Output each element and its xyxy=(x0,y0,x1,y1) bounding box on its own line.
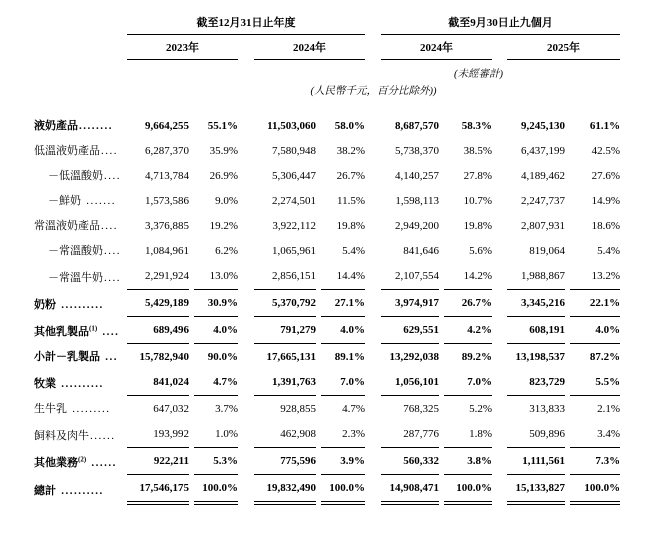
column-spacer xyxy=(365,448,381,475)
header-spacer xyxy=(34,14,127,35)
cell-value: 2,949,200 xyxy=(395,220,440,232)
cell-percent: 2.3% xyxy=(321,421,365,448)
cell-percent: 3.7% xyxy=(215,403,238,415)
cell-percent: 5.6% xyxy=(469,245,493,257)
cell-value: 1,573,586 xyxy=(145,195,189,207)
table-row xyxy=(34,396,620,422)
table-row xyxy=(34,238,620,263)
cell-value: 1,598,113 xyxy=(395,195,440,207)
cell-percent: 100.0% xyxy=(444,475,492,504)
table-row xyxy=(34,263,620,290)
cell-percent: 19.2% xyxy=(209,220,238,232)
cell-value: 775,596 xyxy=(254,448,316,475)
column-spacer xyxy=(492,263,507,290)
row-label-text: －常溫牛奶 xyxy=(48,271,103,284)
cell-value: 13,198,537 xyxy=(515,351,566,363)
row-label xyxy=(34,475,122,504)
column-spacer xyxy=(492,396,507,422)
cell-value: 17,665,131 xyxy=(266,351,316,363)
cell-percent: 4.7% xyxy=(194,369,238,396)
dot-leader: .......... xyxy=(57,298,104,311)
column-spacer xyxy=(492,448,507,475)
row-label xyxy=(34,138,122,163)
column-spacer xyxy=(238,213,254,238)
dot-leader: ... xyxy=(101,351,118,363)
cell-value: 7,580,948 xyxy=(272,145,316,157)
cell-percent: 27.1% xyxy=(321,290,365,317)
cell-percent: 10.7% xyxy=(463,195,493,207)
cell-value: 819,064 xyxy=(529,245,566,257)
cell-percent: 3.4% xyxy=(570,421,620,448)
cell-percent: 13.2% xyxy=(570,263,620,290)
cell-value: 8,687,570 xyxy=(395,120,440,132)
column-spacer xyxy=(238,263,254,290)
cell-percent: 1.0% xyxy=(194,421,238,448)
column-spacer xyxy=(238,448,254,475)
year-header-2023: 2023年 xyxy=(127,35,238,60)
table-row xyxy=(34,344,620,370)
year-header-2024-nine-months: 2024年 xyxy=(381,35,492,60)
column-spacer xyxy=(365,290,381,317)
cell-percent: 1.8% xyxy=(444,421,492,448)
period-header-nine-months: 截至9月30日止九個月 xyxy=(381,14,620,35)
cell-percent: 5.5% xyxy=(570,369,620,396)
table-row xyxy=(34,475,620,504)
dot-leader: .... xyxy=(104,170,121,182)
cell-value: 6,287,370 xyxy=(145,145,189,157)
column-spacer xyxy=(365,238,381,263)
cell-percent: 61.1% xyxy=(589,120,621,132)
column-spacer xyxy=(492,138,507,163)
revenue-breakdown-table xyxy=(34,14,620,505)
column-spacer xyxy=(365,188,381,213)
column-spacer xyxy=(238,344,254,370)
cell-percent: 26.7% xyxy=(336,170,366,182)
table-row xyxy=(34,213,620,238)
footnote-ref: (1) xyxy=(89,323,98,332)
column-spacer xyxy=(365,213,381,238)
header-spacer xyxy=(34,60,381,83)
dot-leader: ...... xyxy=(90,429,116,442)
column-spacer xyxy=(365,163,381,188)
cell-percent: 7.0% xyxy=(321,369,365,396)
row-label-text: －低溫酸奶 xyxy=(48,170,103,182)
cell-value: 4,713,784 xyxy=(145,170,189,182)
cell-value: 4,189,462 xyxy=(521,170,566,182)
cell-percent: 14.9% xyxy=(591,195,621,207)
column-spacer xyxy=(365,421,381,448)
cell-value: 193,992 xyxy=(127,421,189,448)
row-label xyxy=(34,109,122,138)
column-spacer xyxy=(238,290,254,317)
cell-value: 791,279 xyxy=(254,317,316,344)
dot-leader: .... xyxy=(104,271,121,284)
cell-percent: 9.0% xyxy=(215,195,238,207)
row-label xyxy=(34,448,122,475)
row-label xyxy=(34,317,122,344)
cell-value: 3,922,112 xyxy=(272,220,316,232)
cell-percent: 27.8% xyxy=(463,170,493,182)
cell-value: 922,211 xyxy=(127,448,189,475)
footnote-ref: (2) xyxy=(78,454,87,463)
column-spacer xyxy=(238,188,254,213)
column-spacer xyxy=(492,344,507,370)
year-header-2024: 2024年 xyxy=(254,35,365,60)
header-spacer xyxy=(365,35,381,60)
row-label xyxy=(34,290,122,317)
cell-value: 5,429,189 xyxy=(127,290,189,317)
table-row xyxy=(34,109,620,138)
cell-percent: 5.4% xyxy=(342,245,366,257)
row-label xyxy=(34,238,122,263)
cell-value: 13,292,038 xyxy=(389,351,440,363)
column-spacer xyxy=(492,188,507,213)
unaudited-note: (未經審計) xyxy=(454,69,504,80)
column-spacer xyxy=(365,109,381,138)
cell-percent: 7.3% xyxy=(570,448,620,475)
row-label-text: 其他業務 xyxy=(34,456,78,469)
cell-percent: 5.3% xyxy=(194,448,238,475)
cell-percent: 6.2% xyxy=(215,245,238,257)
cell-percent: 87.2% xyxy=(589,351,621,363)
cell-percent: 4.2% xyxy=(444,317,492,344)
cell-value: 823,729 xyxy=(507,369,565,396)
cell-percent: 4.7% xyxy=(342,403,366,415)
row-label xyxy=(34,369,122,396)
cell-percent: 58.3% xyxy=(461,120,493,132)
column-spacer xyxy=(238,138,254,163)
cell-value: 2,274,501 xyxy=(272,195,316,207)
cell-value: 841,646 xyxy=(403,245,440,257)
cell-percent: 11.5% xyxy=(337,195,366,207)
cell-percent: 19.8% xyxy=(463,220,493,232)
header-spacer xyxy=(492,35,507,60)
column-spacer xyxy=(492,109,507,138)
cell-percent: 89.2% xyxy=(461,351,493,363)
table-row xyxy=(34,421,620,448)
cell-percent: 7.0% xyxy=(444,369,492,396)
cell-value: 608,191 xyxy=(507,317,565,344)
table-row xyxy=(34,369,620,396)
cell-value: 15,133,827 xyxy=(507,475,565,504)
dot-leader: ...... xyxy=(87,456,117,469)
cell-value: 462,908 xyxy=(254,421,316,448)
cell-percent: 89.1% xyxy=(334,351,366,363)
cell-percent: 35.9% xyxy=(209,145,238,157)
cell-value: 3,376,885 xyxy=(145,220,189,232)
cell-percent: 90.0% xyxy=(207,351,238,363)
dot-leader: .... xyxy=(98,325,120,338)
cell-percent: 13.0% xyxy=(194,263,238,290)
cell-percent: 19.8% xyxy=(336,220,366,232)
table-row xyxy=(34,448,620,475)
cell-percent: 55.1% xyxy=(207,120,238,132)
cell-value: 928,855 xyxy=(280,403,316,415)
row-label-text: 低溫液奶產品 xyxy=(34,145,100,157)
column-spacer xyxy=(492,421,507,448)
column-spacer xyxy=(492,475,507,504)
column-spacer xyxy=(492,290,507,317)
cell-value: 19,832,490 xyxy=(254,475,316,504)
row-label xyxy=(34,396,122,422)
cell-value: 1,988,867 xyxy=(507,263,565,290)
unaudited-row xyxy=(34,60,620,83)
table-row xyxy=(34,188,620,213)
revenue-table-container xyxy=(34,14,650,505)
dot-leader: .... xyxy=(104,245,121,257)
column-spacer xyxy=(238,109,254,138)
column-spacer xyxy=(238,317,254,344)
cell-value: 4,140,257 xyxy=(395,170,440,182)
column-spacer xyxy=(492,317,507,344)
cell-percent: 22.1% xyxy=(570,290,620,317)
cell-value: 2,807,931 xyxy=(521,220,566,232)
cell-value: 1,056,101 xyxy=(381,369,439,396)
cell-value: 17,546,175 xyxy=(127,475,189,504)
row-label xyxy=(34,263,122,290)
cell-value: 1,065,961 xyxy=(272,245,316,257)
header-spacer xyxy=(34,35,127,60)
column-spacer xyxy=(365,396,381,422)
table-row xyxy=(34,163,620,188)
cell-value: 2,107,554 xyxy=(381,263,439,290)
column-spacer xyxy=(365,263,381,290)
cell-value: 1,391,763 xyxy=(254,369,316,396)
table-row xyxy=(34,290,620,317)
table-body xyxy=(34,109,620,503)
cell-percent: 4.0% xyxy=(570,317,620,344)
cell-percent: 27.6% xyxy=(591,170,621,182)
cell-percent: 100.0% xyxy=(194,475,238,504)
header-spacer xyxy=(365,14,381,35)
column-spacer xyxy=(365,138,381,163)
cell-percent: 38.5% xyxy=(463,145,493,157)
cell-percent: 5.4% xyxy=(597,245,621,257)
column-spacer xyxy=(492,369,507,396)
cell-percent: 30.9% xyxy=(194,290,238,317)
column-spacer xyxy=(365,317,381,344)
cell-value: 11,503,060 xyxy=(267,120,316,132)
period-header-row xyxy=(34,14,620,35)
cell-value: 3,345,216 xyxy=(507,290,565,317)
column-spacer xyxy=(238,369,254,396)
cell-value: 15,782,940 xyxy=(139,351,189,363)
cell-value: 6,437,199 xyxy=(521,145,566,157)
cell-value: 647,032 xyxy=(153,403,189,415)
cell-percent: 14.2% xyxy=(444,263,492,290)
column-spacer xyxy=(238,475,254,504)
dot-leader: ........ xyxy=(79,120,113,132)
column-spacer xyxy=(238,238,254,263)
cell-value: 2,291,924 xyxy=(127,263,189,290)
cell-percent: 14.4% xyxy=(321,263,365,290)
cell-value: 9,245,130 xyxy=(521,120,566,132)
row-label-text: 生牛乳 xyxy=(34,403,67,415)
table-row xyxy=(34,138,620,163)
units-note: (人民幣千元，百分比除外)) xyxy=(310,86,437,97)
cell-percent: 26.9% xyxy=(209,170,238,182)
column-spacer xyxy=(492,163,507,188)
column-spacer xyxy=(238,421,254,448)
cell-value: 509,896 xyxy=(507,421,565,448)
cell-percent: 42.5% xyxy=(591,145,621,157)
cell-value: 3,974,917 xyxy=(381,290,439,317)
period-header-annual: 截至12月31日止年度 xyxy=(127,14,365,35)
table-header xyxy=(34,14,620,109)
table-row xyxy=(34,317,620,344)
row-label-text: －常溫酸奶 xyxy=(48,245,103,257)
cell-percent: 5.2% xyxy=(469,403,493,415)
column-spacer xyxy=(492,238,507,263)
dot-leader: .... xyxy=(101,220,118,232)
page xyxy=(0,14,650,536)
cell-value: 1,084,961 xyxy=(145,245,189,257)
units-row xyxy=(34,82,620,109)
row-label-text: 牧業 xyxy=(34,377,56,390)
cell-percent: 2.1% xyxy=(597,403,621,415)
cell-percent: 100.0% xyxy=(570,475,620,504)
row-label-text: 飼料及肉牛 xyxy=(34,429,89,442)
cell-value: 768,325 xyxy=(403,403,440,415)
header-spacer xyxy=(238,35,254,60)
cell-value: 689,496 xyxy=(127,317,189,344)
cell-value: 5,738,370 xyxy=(395,145,440,157)
row-label xyxy=(34,188,122,213)
cell-percent: 4.0% xyxy=(321,317,365,344)
row-label-text: 奶粉 xyxy=(34,298,56,311)
row-label-text: 液奶產品 xyxy=(34,120,78,132)
cell-percent: 38.2% xyxy=(336,145,366,157)
column-spacer xyxy=(238,163,254,188)
cell-percent: 18.6% xyxy=(591,220,621,232)
dot-leader: .......... xyxy=(57,377,104,390)
dot-leader: ......... xyxy=(68,403,111,415)
cell-percent: 26.7% xyxy=(444,290,492,317)
cell-value: 5,370,792 xyxy=(254,290,316,317)
cell-value: 9,664,255 xyxy=(145,120,189,132)
dot-leader: ....... xyxy=(82,195,116,207)
row-label-text: 常溫液奶產品 xyxy=(34,220,100,232)
year-header-row xyxy=(34,35,620,60)
column-spacer xyxy=(365,344,381,370)
cell-value: 14,908,471 xyxy=(381,475,439,504)
column-spacer xyxy=(238,396,254,422)
dot-leader: .......... xyxy=(57,485,104,497)
row-label-text: －鮮奶 xyxy=(48,195,81,207)
row-label xyxy=(34,344,122,370)
column-spacer xyxy=(492,213,507,238)
cell-value: 313,833 xyxy=(529,403,566,415)
column-spacer xyxy=(365,369,381,396)
header-spacer xyxy=(34,82,127,109)
row-label-text: 總計 xyxy=(34,485,56,497)
cell-percent: 58.0% xyxy=(334,120,366,132)
row-label xyxy=(34,421,122,448)
cell-value: 1,111,561 xyxy=(507,448,565,475)
dot-leader: .... xyxy=(101,145,118,157)
cell-value: 2,247,737 xyxy=(521,195,566,207)
cell-percent: 100.0% xyxy=(321,475,365,504)
row-label xyxy=(34,163,122,188)
cell-value: 5,306,447 xyxy=(272,170,316,182)
year-header-2025: 2025年 xyxy=(507,35,620,60)
cell-value: 560,332 xyxy=(381,448,439,475)
cell-value: 629,551 xyxy=(381,317,439,344)
cell-percent: 3.8% xyxy=(444,448,492,475)
cell-value: 287,776 xyxy=(381,421,439,448)
cell-percent: 4.0% xyxy=(194,317,238,344)
row-label-text: 小計－乳製品 xyxy=(34,351,100,363)
cell-value: 2,856,151 xyxy=(254,263,316,290)
row-label xyxy=(34,213,122,238)
cell-value: 841,024 xyxy=(127,369,189,396)
row-label-text: 其他乳製品 xyxy=(34,325,89,338)
column-spacer xyxy=(365,475,381,504)
cell-percent: 3.9% xyxy=(321,448,365,475)
